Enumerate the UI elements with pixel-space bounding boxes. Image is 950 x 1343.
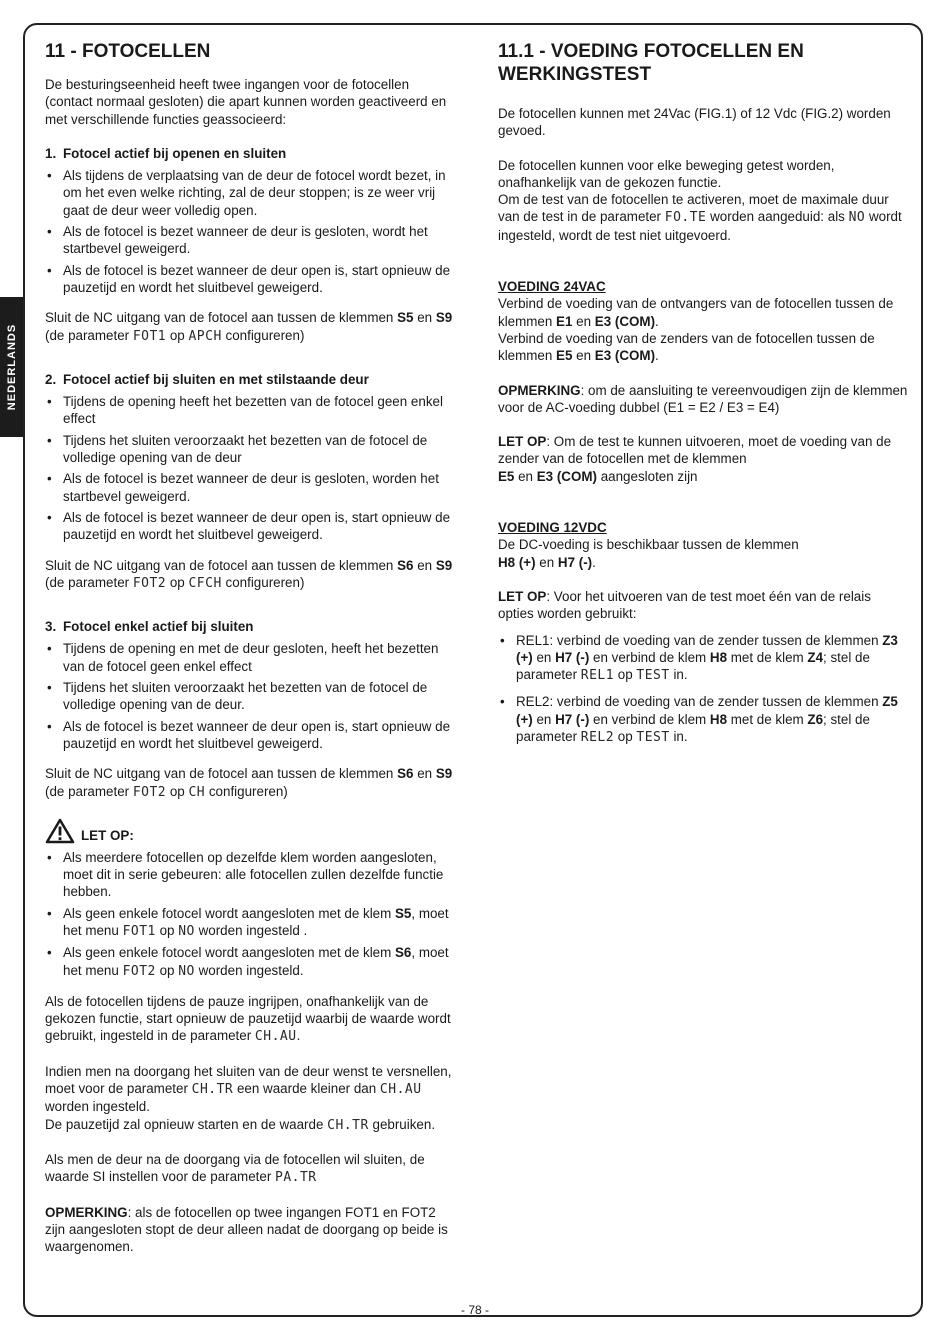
- section-title-fotocellen: 11 - FOTOCELLEN: [45, 41, 211, 62]
- subsection-3-wiring: Sluit de NC uitgang van de fotocel aan tussen de klemmen S6 en S9 (de parameter FOT2 op CH configureren): [45, 766, 453, 800]
- right-column: [498, 40, 908, 750]
- param-value: CH: [188, 784, 206, 800]
- subsection-2-heading: 2. Fotocel actief bij sluiten en met stilstaande deur: [45, 371, 369, 387]
- ac-transmitters-paragraph: Verbind de voeding van de zenders van de fotocellen tussen de klemmen E5 en E3 (COM).: [498, 330, 875, 364]
- ac-note-paragraph: OPMERKING: om de aansluiting te vereenvoudigen zijn de klemmen voor de AC-voeding dubbel (E1 = E2 / E3 = E4): [498, 382, 908, 415]
- left-column: [45, 40, 455, 1255]
- param-value: CH.TR: [327, 1117, 369, 1133]
- param-value: REL2: [580, 730, 615, 746]
- param-value: FOT2: [122, 963, 156, 979]
- param-value: FOT1: [122, 923, 156, 939]
- param-value: NO: [848, 210, 866, 226]
- pause-paragraph: Als de fotocellen tijdens de pauze ingrijpen, onafhankelijk van de gekozen functie, start opnieuw de pauzetijd waarbij de waarde wordt gebruikt, ingesteld in de parameter CH.AU.: [45, 993, 451, 1045]
- subsection-2-wiring: Sluit de NC uitgang van de fotocel aan tussen de klemmen S6 en S9 (de parameter FOT2 op CFCH configureren): [45, 557, 453, 591]
- subsection-3-list: [45, 640, 455, 752]
- list-item: • Als de fotocel is bezet wanneer de deur open is, start opnieuw de pauzetijd en wordt het sluitbevel geweigerd.: [45, 262, 455, 297]
- dc-paragraph: De DC-voeding is beschikbaar tussen de klemmen H8 (+) en H7 (-).: [498, 537, 799, 570]
- power-intro-paragraph: De fotocellen kunnen met 24Vac (FIG.1) of 12 Vdc (FIG.2) worden gevoed.: [498, 106, 891, 139]
- faster-close-paragraph: Indien men na doorgang het sluiten van de deur wenst te versnellen, moet voor de parameter CH.TR een waarde kleiner dan CH.AU worden ingesteld. De pauzetijd zal opnieuw starten en de waarde CH.TR gebruiken.: [45, 1063, 452, 1133]
- param-value: TEST: [636, 730, 670, 746]
- test-activate-paragraph: Om de test van de fotocellen te activeren, moet de maximale duur van de test in de parameter FO.TE worden aangeduid: als NO wordt ingesteld, wordt de test niet uitgevoerd.: [498, 192, 902, 243]
- param-value: FOT1: [132, 328, 167, 344]
- param-value: NO: [178, 923, 195, 939]
- subsection-1-wiring: Sluit de NC uitgang van de fotocel aan tussen de klemmen S5 en S9 (de parameter FOT1 op APCH configureren): [45, 310, 453, 344]
- list-item: • REL2: verbind de voeding van de zender tussen de klemmen Z5 (+) en H7 (-) en verbind de klem H8 met de klem Z6; stel de parameter REL2 op TEST in.: [498, 693, 908, 746]
- page-number: - 78 -: [460, 1303, 489, 1317]
- subsection-1-heading: 1. Fotocel actief bij openen en sluiten: [45, 145, 287, 161]
- list-item: • Als de fotocel is bezet wanneer de deur open is, start opnieuw de pauzetijd en wordt het sluitbevel geweigerd.: [45, 509, 455, 544]
- ac-heading: VOEDING 24VAC: [498, 279, 606, 295]
- subsection-1-list: [45, 167, 455, 296]
- section-title-voeding: 11.1 - VOEDING FOTOCELLEN EN WERKINGSTEST: [498, 41, 804, 85]
- close-after-pass-paragraph: Als men de deur na de doorgang via de fotocellen wil sluiten, de waarde SI instellen voor de parameter PA.TR: [45, 1151, 425, 1186]
- test-intro-paragraph: De fotocellen kunnen voor elke beweging getest worden, onafhankelijk van de gekozen functie.: [498, 157, 835, 190]
- list-item: • Als de fotocel is bezet wanneer de deur is gesloten, worden het startbevel geweigerd.: [45, 470, 455, 505]
- list-item: • Tijdens het sluiten veroorzaakt het bezetten van de fotocel de volledige opening van de deur.: [45, 679, 455, 714]
- language-side-tab: [0, 297, 23, 437]
- dc-heading: VOEDING 12VDC: [498, 520, 607, 536]
- list-item: • Tijdens de opening en met de deur gesloten, heeft het bezetten van de fotocel geen enkel effect: [45, 640, 455, 675]
- list-item: • Tijdens de opening heeft het bezetten van de fotocel geen enkel effect: [45, 393, 455, 428]
- param-value: FO.TE: [664, 210, 707, 226]
- warning-heading: LET OP:: [45, 818, 455, 844]
- param-value: CH.AU: [254, 1029, 297, 1045]
- relay-warning-paragraph: LET OP: Voor het uitvoeren van de test moet één van de relais opties worden gebruikt:: [498, 588, 871, 622]
- subsection-2-list: [45, 393, 455, 543]
- subsection-3-heading: 3. Fotocel enkel actief bij sluiten: [45, 619, 254, 635]
- list-item: • Als geen enkele fotocel wordt aangesloten met de klem S5, moet het menu FOT1 op NO worden ingesteld .: [45, 905, 455, 941]
- param-value: CFCH: [188, 575, 222, 591]
- param-value: PA.TR: [275, 1170, 317, 1186]
- param-value: TEST: [636, 668, 670, 684]
- param-value: APCH: [188, 328, 222, 344]
- list-item: • Als de fotocel is bezet wanneer de deur is gesloten, wordt het startbevel geweigerd.: [45, 223, 455, 258]
- param-value: CH.AU: [379, 1082, 422, 1098]
- ac-receivers-paragraph: Verbind de voeding van de ontvangers van de fotocellen tussen de klemmen E1 en E3 (COM).: [498, 296, 894, 329]
- relay-options-list: [498, 632, 908, 747]
- param-value: REL1: [580, 668, 615, 684]
- list-item: • REL1: verbind de voeding van de zender tussen de klemmen Z3 (+) en H7 (-) en verbind de klem H8 met de klem Z4; stel de parameter REL1 op TEST in.: [498, 632, 908, 685]
- list-item: • Als geen enkele fotocel wordt aangesloten met de klem S6, moet het menu FOT2 op NO worden ingesteld.: [45, 944, 455, 980]
- param-value: FOT2: [132, 575, 167, 591]
- test-warning-paragraph: LET OP: Om de test te kunnen uitvoeren, moet de voeding van de zender van de fotocellen met de klemmen E5 en E3 (COM) aangesloten zijn: [498, 434, 892, 484]
- list-item: • Als meerdere fotocellen op dezelfde klem worden aangesloten, moet dit in serie gebeuren: alle fotocellen zullen dezelfde functie hebben.: [45, 849, 455, 901]
- warning-triangle-icon: [45, 818, 75, 844]
- list-item: • Tijdens het sluiten veroorzaakt het bezetten van de fotocel de volledige opening van de deur: [45, 432, 455, 467]
- note-paragraph: OPMERKING: als de fotocellen op twee ingangen FOT1 en FOT2 zijn aangesloten stopt de deur alleen nadat de doorgang op beide is waargenomen.: [45, 1204, 448, 1255]
- param-value: FOT2: [132, 784, 167, 800]
- warning-list: [45, 849, 455, 980]
- intro-paragraph: De besturingseenheid heeft twee ingangen voor de fotocellen (contact normaal gesloten) die apart kunnen worden geactiveerd en met verschillende functies geassocieerd:: [45, 77, 447, 127]
- list-item: • Als tijdens de verplaatsing van de deur de fotocel wordt bezet, in om het even welke richting, zal de deur stoppen; is ze weer vrij gaat de deur weer volledig open.: [45, 167, 455, 219]
- language-label: NEDERLANDS: [5, 323, 18, 411]
- list-item: • Als de fotocel is bezet wanneer de deur open is, start opnieuw de pauzetijd en wordt het sluitbevel geweigerd.: [45, 718, 455, 753]
- param-value: CH.TR: [191, 1082, 234, 1098]
- param-value: NO: [178, 963, 195, 979]
